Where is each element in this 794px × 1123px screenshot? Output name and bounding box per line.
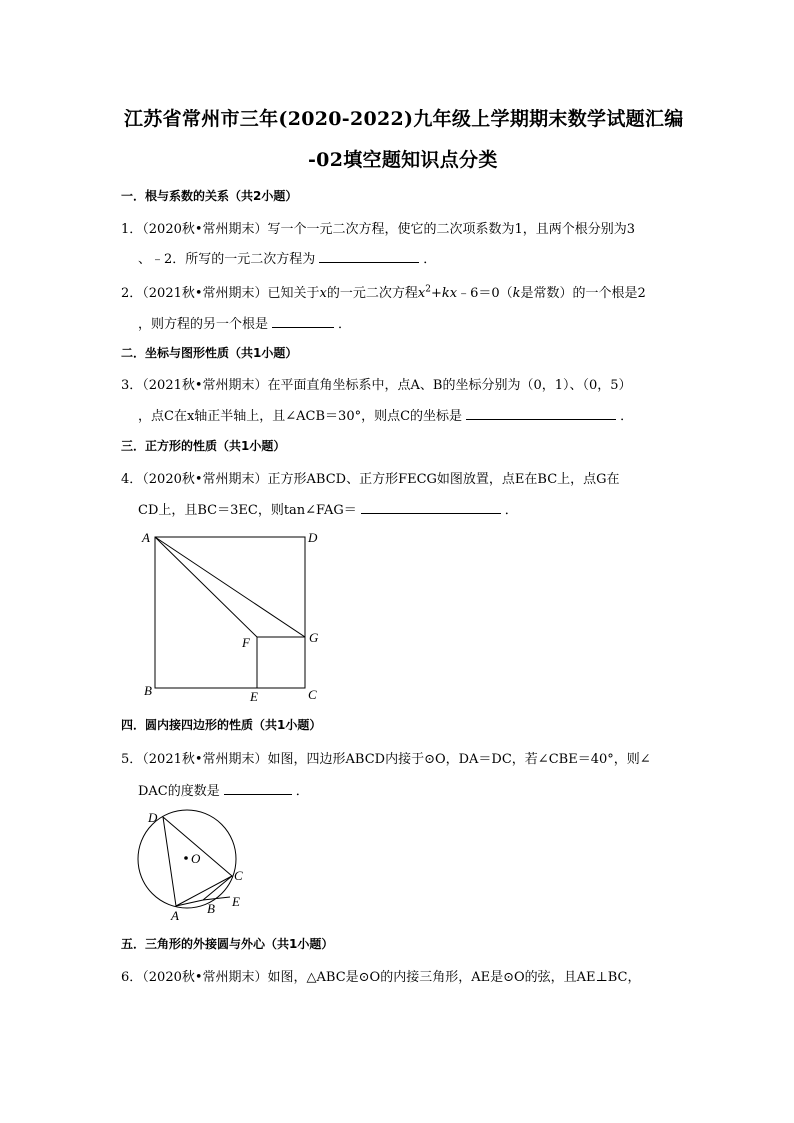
label-a: A	[171, 908, 179, 923]
question-1-end: ．	[423, 252, 437, 267]
answer-blank	[224, 782, 292, 795]
question-2-text: 2．（2021秋•常州期末）已知关于	[121, 286, 320, 301]
question-5-line1: 5．（2021秋•常州期末）如图，四边形ABCD内接于⊙O，DA＝DC，若∠CBE＝40°，则∠	[121, 752, 651, 767]
question-4-end: ．	[504, 503, 518, 518]
label-e: E	[250, 689, 258, 704]
answer-blank	[319, 250, 419, 263]
question-2-line2	[138, 313, 351, 332]
label-e: E	[232, 894, 240, 909]
eq-exponent: 2	[425, 284, 431, 295]
question-5-end: ．	[295, 784, 309, 799]
section-heading: 三．正方形的性质（共1小题）	[121, 439, 286, 453]
question-1-line1: 1．（2020秋•常州期末）写一个一元二次方程，使它的二次项系数为1，且两个根分别为3	[121, 222, 636, 237]
question-2-text: 是常数）的一个根是2	[520, 286, 646, 301]
section-heading: 五．三角形的外接圆与外心（共1小题）	[121, 937, 334, 951]
diagonal-ac	[176, 876, 232, 906]
question-2-end: ．	[338, 317, 352, 332]
segment-af	[155, 537, 257, 637]
square-fecg	[257, 637, 305, 688]
label-o: O	[191, 851, 201, 866]
question-2-line1	[121, 282, 646, 301]
quadrilateral-abcd	[163, 817, 232, 906]
segment-ag	[155, 537, 305, 637]
var-k: k	[512, 286, 521, 301]
segment-be	[203, 897, 230, 900]
eq-rest: ﹣6＝0（	[457, 286, 513, 301]
question-1-text: 、﹣2．所写的一元二次方程为	[138, 252, 316, 267]
section-heading: 二．坐标与图形性质（共1小题）	[121, 346, 298, 360]
answer-blank	[361, 501, 501, 514]
square-abcd	[155, 537, 305, 688]
doc-title-line1: 江苏省常州市三年(2020-2022)九年级上学期期末数学试题汇编	[124, 108, 684, 130]
eq-plus: +	[430, 286, 442, 301]
section-heading: 一．根与系数的关系（共2小题）	[121, 189, 298, 203]
answer-blank	[466, 407, 616, 420]
label-g: G	[309, 630, 319, 645]
label-f: F	[242, 635, 250, 650]
var-x: x	[319, 286, 327, 301]
label-a: A	[142, 530, 150, 545]
question-3-line1: 3．（2021秋•常州期末）在平面直角坐标系中，点A、B的坐标分别为（0，1）、（0，5）	[121, 378, 632, 393]
question-3-text: ，点C在x轴正半轴上，且∠ACB＝30°，则点C的坐标是	[138, 409, 463, 424]
section-heading: 四．圆内接四边形的性质（共1小题）	[121, 718, 322, 732]
question-2-text: 的一元二次方程	[326, 286, 418, 301]
question-3-line2	[138, 405, 633, 424]
question-4-text: CD上，且BC＝3EC，则tan∠FAG＝	[138, 503, 357, 518]
label-c: C	[308, 687, 317, 702]
label-d: D	[148, 810, 158, 825]
answer-blank	[272, 315, 334, 328]
question-4-line1: 4．（2020秋•常州期末）正方形ABCD、正方形FECG如图放置，点E在BC上，点G在	[121, 472, 620, 487]
question-5-text: DAC的度数是	[138, 784, 220, 799]
eq-kx: kx	[441, 286, 458, 301]
question-6-line1: 6．（2020秋•常州期末）如图，△ABC是⊙O的内接三角形，AE是⊙O的弦，且AE⊥BC，	[121, 970, 641, 985]
question-3-end: ．	[620, 409, 634, 424]
question-2-text: ，则方程的另一个根是	[138, 317, 269, 332]
label-d: D	[308, 530, 318, 545]
center-dot	[184, 856, 188, 860]
label-b: B	[207, 901, 215, 916]
eq-x: x	[417, 286, 426, 301]
question-5-line2	[138, 780, 309, 799]
question-1-line2	[138, 248, 436, 267]
circle-o	[138, 810, 236, 908]
label-c: C	[234, 868, 243, 883]
label-b: B	[144, 683, 152, 698]
doc-title-line2: -02填空题知识点分类	[308, 149, 498, 171]
question-4-line2	[138, 499, 518, 518]
